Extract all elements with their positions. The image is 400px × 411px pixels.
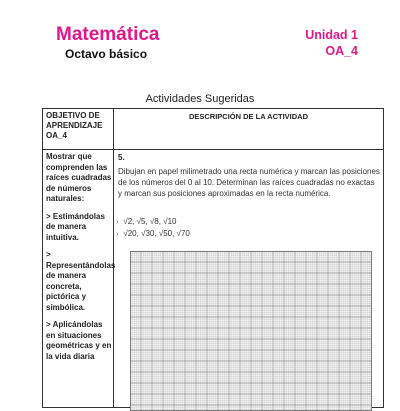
activity-description: Dibujan en papel milimetrado una recta numérica y marcan las posiciones de los números del 0 al 10. Determinan las raíces cuadradas no exactas y marcan sus posiciones aproximadas en la recta numérica. [118, 167, 380, 198]
objective-item: > Aplicándolas en situaciones geométricas y en la vida diaria [46, 320, 112, 361]
header-right [305, 27, 358, 59]
objective-cell [46, 152, 116, 369]
column-divider [113, 109, 114, 407]
objective-header: OBJETIVO DE APRENDIZAJE OA_4 [46, 111, 103, 140]
roots-text-1: √2, √5, √8, √10 [123, 217, 177, 226]
bullet-icon: › [116, 219, 119, 226]
row-divider [43, 149, 383, 150]
bullet-icon: › [116, 231, 119, 238]
header-left [56, 24, 160, 61]
description-header: DESCRIPCIÓN DE LA ACTIVIDAD [188, 112, 309, 121]
unit-label: Unidad 1 [305, 28, 358, 42]
activities-table [42, 108, 384, 408]
objective-item: > Estimándolas de manera intuitiva. [46, 211, 105, 242]
roots-text-2: √20, √30, √50, √70 [123, 229, 190, 238]
graph-paper-image [130, 251, 372, 411]
objective-item: > Representándolas de manera concreta, pictórica y simbólica. [46, 250, 116, 312]
activity-number: 5. [118, 153, 125, 162]
roots-list-1 [116, 217, 177, 226]
objective-intro: Mostrar que comprenden las raíces cuadradas de números naturales: [46, 152, 112, 203]
course-subtitle: Octavo básico [65, 47, 148, 61]
roots-list-2 [116, 229, 190, 238]
subject-title: Matemática [56, 24, 160, 45]
section-title: Actividades Sugeridas [145, 93, 255, 105]
oa-label: OA_4 [325, 44, 358, 58]
